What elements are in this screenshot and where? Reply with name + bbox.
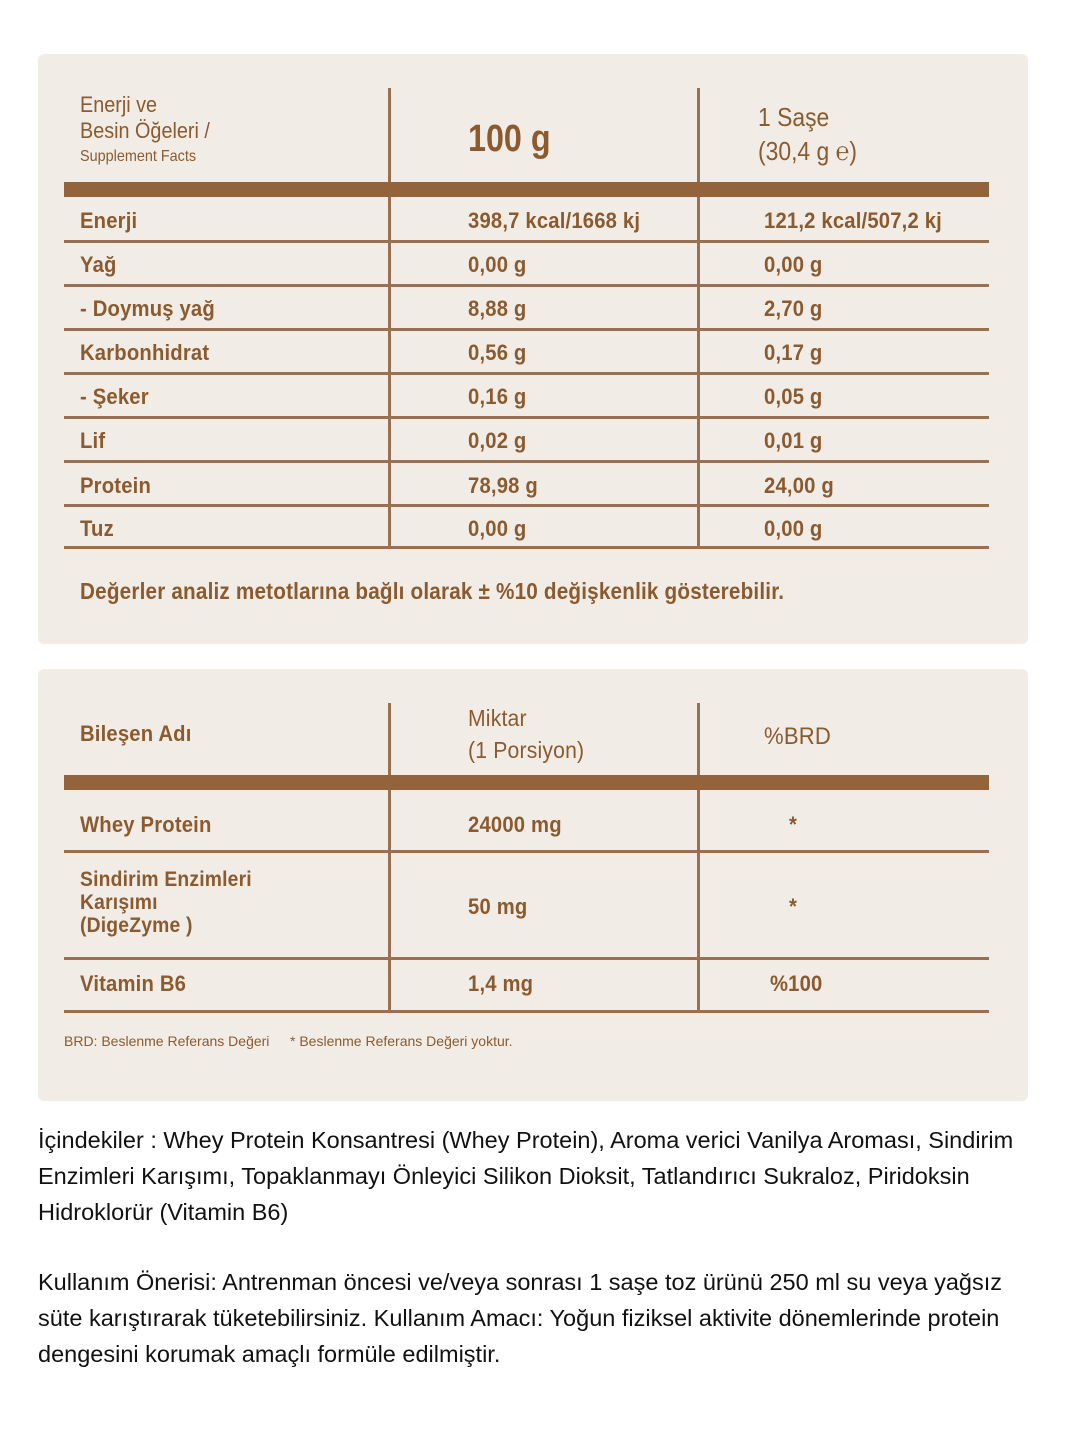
nutrient-name-salt: Tuz: [80, 516, 114, 541]
header-bar: [64, 775, 989, 790]
column-divider-1: [388, 88, 391, 548]
header-bar: [64, 182, 989, 197]
nutrient-serving-salt: 0,00 g: [764, 516, 823, 541]
row-divider: [64, 284, 989, 287]
component-name-enzymes-line2: Karışımı: [80, 891, 158, 914]
nutrient-serving-fiber: 0,01 g: [764, 428, 823, 453]
nutrient-serving-protein: 24,00 g: [764, 473, 834, 498]
header-per-100g: 100 g: [468, 118, 551, 160]
nutrient-name-sugar: - Şeker: [80, 384, 149, 409]
nutrient-per100-energy: 398,7 kcal/1668 kj: [468, 208, 641, 233]
header-amount-line1: Miktar: [468, 705, 527, 731]
components-panel: [38, 669, 1028, 1101]
row-divider: [64, 328, 989, 331]
component-amount-enzymes: 50 mg: [468, 894, 528, 919]
nutrient-per100-salt: 0,00 g: [468, 516, 527, 541]
column-divider-1: [388, 703, 391, 1012]
component-name-vitamin-b6: Vitamin B6: [80, 971, 187, 996]
nutrient-name-energy: Enerji: [80, 208, 138, 233]
usage-text: Kullanım Önerisi: Antrenman öncesi ve/veya sonrası 1 saşe toz ürünü 250 ml su veya yağsız süte karıştırarak tüketebilirsiniz. Kullanım Amacı: Yoğun fiziksel aktivite dönemlerinde protein dengesini korumak amaçlı formüle edilmiştir.: [38, 1269, 1002, 1367]
header-per-serving-line2: (30,4 g ℮): [758, 136, 857, 166]
nutrient-serving-carbohydrate: 0,17 g: [764, 340, 823, 365]
nutrition-facts-panel: [38, 54, 1028, 644]
header-amount-line2: (1 Porsiyon): [468, 737, 585, 763]
nutrient-per100-fat: 0,00 g: [468, 252, 527, 277]
nutrient-per100-sugar: 0,16 g: [468, 384, 527, 409]
component-amount-vitamin-b6: 1,4 mg: [468, 971, 534, 996]
row-divider: [64, 504, 989, 507]
footnote-no-brd: * Beslenme Referans Değeri yoktur.: [290, 1033, 513, 1049]
nutrient-name-carbohydrate: Karbonhidrat: [80, 340, 210, 365]
nutrient-serving-saturated-fat: 2,70 g: [764, 296, 823, 321]
header-brd: %BRD: [764, 723, 831, 750]
footnote-brd: BRD: Beslenme Referans Değeri: [64, 1033, 270, 1049]
column-divider-2: [697, 88, 700, 548]
ingredients-text: İçindekiler : Whey Protein Konsantresi (Whey Protein), Aroma verici Vanilya Aroması, Sindirim Enzimleri Karışımı, Topaklanmayı Önleyici Silikon Dioksit, Tatlandırıcı Sukraloz, Piridoksin Hidroklorür (Vitamin B6): [38, 1127, 1014, 1225]
nutrient-name-fiber: Lif: [80, 428, 106, 453]
row-divider: [64, 460, 989, 463]
component-name-enzymes-line1: Sindirim Enzimleri: [80, 868, 252, 891]
nutrient-name-protein: Protein: [80, 473, 152, 498]
nutrient-per100-saturated-fat: 8,88 g: [468, 296, 527, 321]
component-brd-whey: *: [789, 812, 798, 837]
nutrient-serving-sugar: 0,05 g: [764, 384, 823, 409]
header-nutrients-line3: Supplement Facts: [80, 148, 197, 165]
row-divider: [64, 240, 989, 243]
component-amount-whey: 24000 mg: [468, 812, 562, 837]
row-divider: [64, 1010, 989, 1013]
nutrient-per100-fiber: 0,02 g: [468, 428, 527, 453]
nutrient-serving-fat: 0,00 g: [764, 252, 823, 277]
row-divider: [64, 372, 989, 375]
column-divider-2: [697, 703, 700, 1012]
header-component-name: Bileşen Adı: [80, 721, 192, 746]
nutrient-name-fat: Yağ: [80, 252, 117, 277]
nutrient-serving-energy: 121,2 kcal/507,2 kj: [764, 208, 942, 233]
component-name-whey: Whey Protein: [80, 812, 212, 837]
component-brd-enzymes: *: [789, 894, 798, 919]
row-divider: [64, 957, 989, 960]
header-per-serving-line1: 1 Saşe: [758, 102, 830, 132]
nutrient-name-saturated-fat: - Doymuş yağ: [80, 296, 215, 321]
nutrient-per100-protein: 78,98 g: [468, 473, 538, 498]
header-nutrients-line2: Besin Öğeleri /: [80, 118, 210, 143]
header-nutrients-line1: Enerji ve: [80, 92, 158, 117]
row-divider: [64, 850, 989, 853]
variance-note: Değerler analiz metotlarına bağlı olarak ± %10 değişkenlik gösterebilir.: [80, 578, 785, 604]
row-divider: [64, 416, 989, 419]
row-divider: [64, 546, 989, 549]
component-brd-vitamin-b6: %100: [770, 971, 823, 996]
component-name-enzymes-line3: (DigeZyme ): [80, 914, 193, 937]
nutrient-per100-carbohydrate: 0,56 g: [468, 340, 527, 365]
